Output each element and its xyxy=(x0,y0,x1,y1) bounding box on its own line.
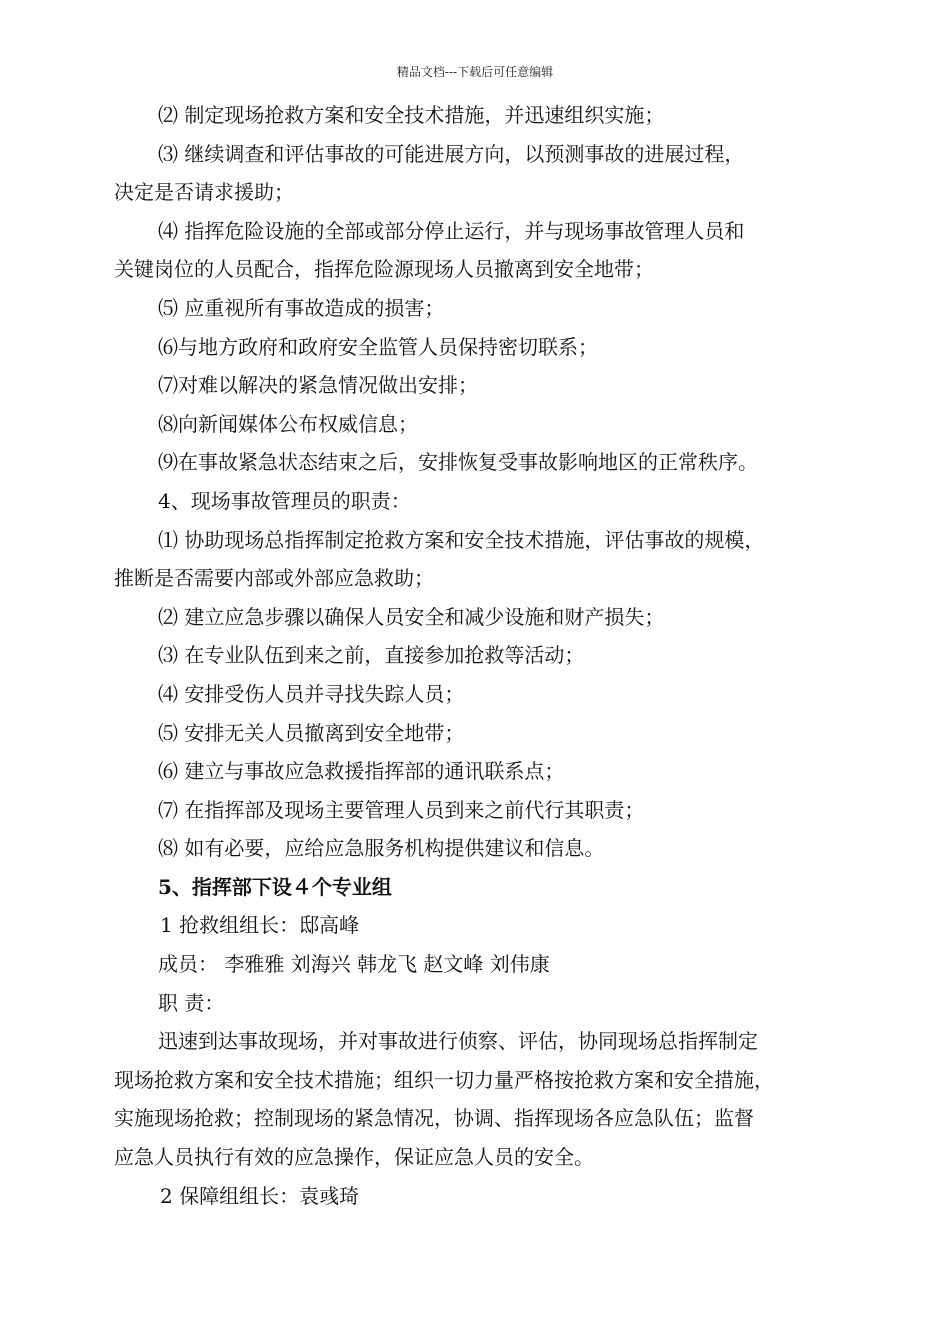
list-item-continuation: 决定是否请求援助； xyxy=(114,180,294,205)
section-heading: 4、现场事故管理员的职责： xyxy=(158,488,411,513)
list-item: ⑺ 在指挥部及现场主要管理人员到来之前代行其职责； xyxy=(158,797,645,822)
paragraph-line: 应急人员执行有效的应急操作，保证应急人员的安全。 xyxy=(114,1145,594,1170)
paragraph-line: 现场抢救方案和安全技术措施；组织一切力量严格按抢救方案和安全措施， xyxy=(114,1067,774,1092)
list-item-continuation: 关键岗位的人员配合，指挥危险源现场人员撤离到安全地带； xyxy=(114,257,654,282)
section-heading: 5、指挥部下设４个专业组 xyxy=(158,874,392,899)
list-item: ⑹与地方政府和政府安全监管人员保持密切联系； xyxy=(158,334,598,359)
list-item: ⑷ 指挥危险设施的全部或部分停止运行，并与现场事故管理人员和 xyxy=(158,218,745,243)
list-item: ⑼在事故紧急状态结束之后，安排恢复受事故影响地区的正常秩序。 xyxy=(158,450,758,475)
group-title: 1 抢救组组长：邸高峰 xyxy=(160,913,360,938)
list-item: ⑸ 安排无关人员撤离到安全地带； xyxy=(158,720,465,745)
group-members: 成员： 李雅雅 刘海兴 韩龙飞 赵文峰 刘伟康 xyxy=(158,952,550,977)
document-body xyxy=(114,96,842,1215)
group-title: 2 保障组组长：袁彧琦 xyxy=(160,1183,360,1208)
list-item: ⑵ 建立应急步骤以确保人员安全和减少设施和财产损失； xyxy=(158,604,665,629)
list-item: ⑹ 建立与事故应急救援指挥部的通讯联系点； xyxy=(158,759,565,784)
list-item-continuation: 推断是否需要内部或外部应急救助； xyxy=(114,566,434,591)
list-item: ⑺对难以解决的紧急情况做出安排； xyxy=(158,373,478,398)
list-item: ⑴ 协助现场总指挥制定抢救方案和安全技术措施，评估事故的规模， xyxy=(158,527,765,552)
duties-label: 职 责： xyxy=(158,990,225,1015)
list-item: ⑶ 在专业队伍到来之前，直接参加抢救等活动； xyxy=(158,643,585,668)
paragraph-line: 迅速到达事故现场，并对事故进行侦察、评估，协同现场总指挥制定 xyxy=(158,1029,758,1054)
list-item: ⑻ 如有必要，应给应急服务机构提供建议和信息。 xyxy=(158,836,605,861)
list-item: ⑵ 制定现场抢救方案和安全技术措施，并迅速组织实施； xyxy=(158,103,665,127)
list-item: ⑶ 继续调查和评估事故的可能进展方向，以预测事故的进展过程， xyxy=(158,141,745,166)
list-item: ⑷ 安排受伤人员并寻找失踪人员； xyxy=(158,681,465,706)
list-item: ⑸ 应重视所有事故造成的损害； xyxy=(158,295,445,320)
list-item: ⑻向新闻媒体公布权威信息； xyxy=(158,411,418,436)
page-header: 精品文档---下载后可任意编辑 xyxy=(396,65,554,79)
paragraph-line: 实施现场抢救；控制现场的紧急情况，协调、指挥现场各应急队伍；监督 xyxy=(114,1106,754,1131)
